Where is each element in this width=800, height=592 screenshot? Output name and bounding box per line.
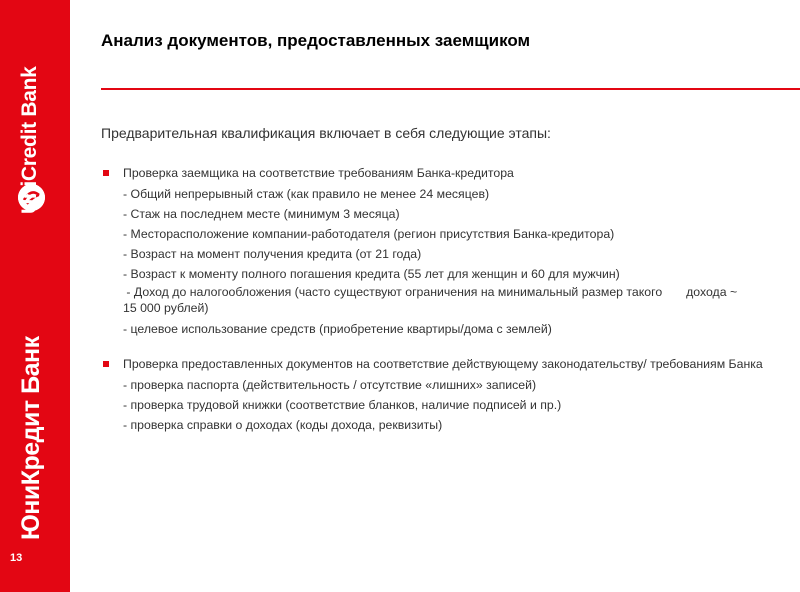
intro-text: Предварительная квалификация включает в себя следующие этапы: — [101, 125, 551, 141]
content-area — [102, 165, 792, 434]
bullet-section-borrower-check — [102, 165, 792, 337]
slide-number: 13 — [10, 552, 23, 564]
section-heading: Проверка предоставленных документов на соответствие действующему законодательству/ требованиям Банка — [123, 357, 763, 372]
page-title: Анализ документов, предоставленных заемщиком — [101, 31, 531, 50]
bullet-section-documents-check — [102, 356, 792, 434]
list-item: - проверка справки о доходах (коды дохода, реквизиты) — [123, 418, 443, 433]
list-item: - проверка паспорта (действительность / отсутствие «лишних» записей) — [123, 377, 537, 392]
list-item: - Стаж на последнем месте (минимум 3 месяца) — [123, 206, 400, 221]
list-item: - проверка трудовой книжки (соответствие бланков, наличие подписей и пр.) — [123, 398, 562, 412]
brand-name-latin: UniCredit Bank — [18, 66, 41, 214]
list-item: - Возраст на момент получения кредита (от 21 года) — [123, 247, 422, 262]
list-item: - Общий непрерывный стаж (как правило не менее 24 месяцев) — [123, 186, 490, 201]
sub-list — [123, 186, 792, 337]
section-heading: Проверка заемщика на соответствие требованиям Банка-кредитора — [123, 166, 514, 180]
brand-sidebar — [0, 0, 70, 592]
sub-list — [123, 377, 792, 434]
title-divider — [101, 88, 800, 90]
brand-name-cyrillic: ЮниКредит Банк — [17, 336, 45, 540]
list-item: - Возраст к моменту полного погашения кредита (55 лет для женщин и 60 для мужчин) — [123, 267, 620, 282]
bullet-square-icon — [103, 361, 109, 367]
bullet-square-icon — [103, 170, 109, 176]
list-item: - целевое использование средств (приобретение квартиры/дома с землей) — [123, 321, 552, 336]
list-item: - Месторасположение компании-работодателя (регион присутствия Банка-кредитора) — [123, 227, 615, 242]
list-item: - Доход до налогообложения (часто существуют ограничения на минимальный размер такого дохода ~ 15 000 рублей) — [123, 284, 741, 316]
